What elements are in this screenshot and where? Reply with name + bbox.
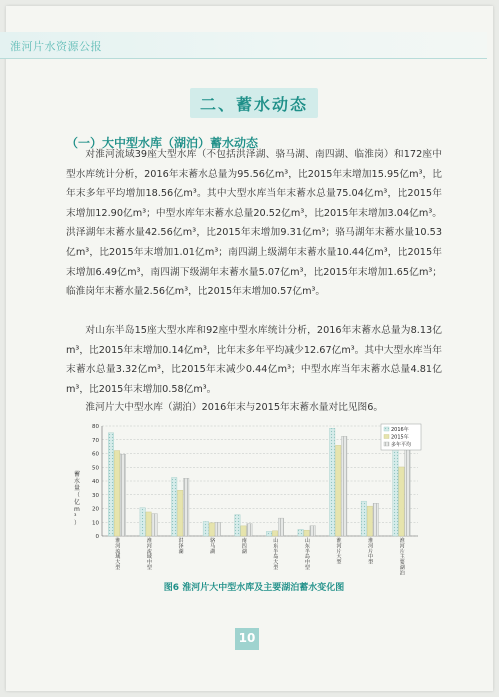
y-tick-label: 50 <box>92 465 99 472</box>
bar-2015 <box>146 512 151 536</box>
section-title: 二、蓄水动态 <box>199 95 308 114</box>
legend-swatch <box>384 435 389 439</box>
paragraph-shandong-reservoirs: 对山东半岛15座大型水库和92座中型水库统计分析，2016年末蓄水总量为8.13亿m³，比2015年末增加0.14亿m³，比年末多年平均减少12.67亿m³。其中大型水库当年末蓄水总量3.32亿m³，比2015年末减少0.44亿m³；中型水库当年末蓄水总量4.81亿m³，比2015年末增加0.58亿m³。 <box>66 325 442 395</box>
legend-swatch <box>384 442 389 446</box>
bar-2016 <box>140 508 145 536</box>
y-axis-label: 蓄水量（亿 m ³ ） <box>74 471 81 527</box>
legend-label: 多年平均 <box>391 442 412 448</box>
bar-2015 <box>272 531 277 536</box>
bar-2015 <box>304 530 309 536</box>
y-tick-label: 20 <box>92 506 99 513</box>
bar-2015 <box>209 523 214 536</box>
bar-2015 <box>241 526 246 536</box>
bar-2016 <box>393 438 398 536</box>
bar-avg <box>120 454 125 536</box>
x-tick-label: 山东半岛大型 <box>273 538 279 571</box>
bar-2015 <box>114 451 119 536</box>
legend-label: 2016年 <box>391 427 409 433</box>
bar-2016 <box>203 522 208 536</box>
legend-label: 2015年 <box>391 434 409 441</box>
bar-2015 <box>178 490 183 536</box>
x-tick-label: 骆马湖 <box>210 538 216 555</box>
bar-avg <box>342 436 347 536</box>
x-tick-label: 淮河片主要湖泊 <box>399 538 405 577</box>
subsection-title: （一）大中型水库（湖泊）蓄水动态 <box>66 136 259 150</box>
x-tick-label: 淮河流域大型 <box>115 538 121 571</box>
x-tick-label: 南四湖 <box>241 538 247 555</box>
bar-2016 <box>172 477 177 536</box>
header-title: 淮河片水资源公报 <box>10 40 102 53</box>
bar-2015 <box>367 506 372 536</box>
bar-2016 <box>361 501 366 536</box>
bar-2016 <box>298 529 303 536</box>
chart-caption: 图6 淮河片大中型水库及主要湖泊蓄水变化图 <box>163 583 345 593</box>
y-tick-label: 30 <box>92 492 99 499</box>
y-tick-label: 70 <box>92 437 99 444</box>
y-tick-label: 10 <box>92 520 99 527</box>
bar-2016 <box>235 515 240 536</box>
bar-2016 <box>266 531 271 536</box>
bar-avg <box>373 503 378 536</box>
bar-2016 <box>108 433 113 536</box>
bar-2015 <box>399 467 404 536</box>
bar-avg <box>278 518 283 536</box>
bar-2015 <box>336 445 341 536</box>
y-tick-label: 60 <box>92 451 99 458</box>
bar-avg <box>405 443 410 537</box>
y-tick-label: 0 <box>95 534 99 540</box>
page-number: 10 <box>238 631 256 645</box>
bar-avg <box>215 522 220 536</box>
y-tick-label: 40 <box>92 479 99 485</box>
chart-category-labels <box>115 537 404 576</box>
chart-legend <box>381 424 421 450</box>
bar-2016 <box>330 428 335 536</box>
bar-avg <box>310 526 315 536</box>
header-rule <box>0 58 487 59</box>
chart-bars <box>108 428 410 536</box>
x-tick-label: 洪泽湖 <box>178 538 184 555</box>
x-tick-label: 山东半岛中型 <box>304 538 310 571</box>
paragraph-huaihe-reservoirs: 对淮河流域39座大型水库（不包括洪泽湖、骆马湖、南四湖、临淮岗）和172座中型水库统计分析，2016年末蓄水总量为95.56亿m³，比2015年末增加15.95亿m³，比年末多年平均增加18.56亿m³。其中大型水库当年末蓄水总量75.04亿m³，比2015年末增加12.90亿m³；中型水库年末蓄水总量20.52亿m³，比2015年末增加3.04亿m³。洪泽湖年末蓄水量42.56亿m³，比2015年末增加9.31亿m³；骆马湖年末蓄水量10.53亿m³，比2015年末增加1.01亿m³；南四湖上级湖年末蓄水量10.44亿m³，比2015年末增加6.49亿m³，南四湖下级湖年末蓄水量5.07亿m³，比2015年末增加1.65亿m³；临淮岗年末蓄水量2.56亿m³，比2015年末增加0.57亿m³。 <box>66 149 442 298</box>
x-tick-label: 淮河流域中型 <box>146 538 152 571</box>
paragraph-figure-reference: 淮河片大中型水库（湖泊）2016年末与2015年末蓄水量对比见图6。 <box>85 402 384 413</box>
y-tick-label: 80 <box>92 424 99 430</box>
legend-swatch <box>384 427 389 431</box>
bar-avg <box>247 524 252 536</box>
bar-avg <box>184 478 189 536</box>
storage-bar-chart <box>66 418 442 578</box>
x-tick-label: 淮河片大型 <box>336 538 342 566</box>
x-tick-label: 淮河片中型 <box>368 538 374 566</box>
bar-avg <box>152 514 157 536</box>
